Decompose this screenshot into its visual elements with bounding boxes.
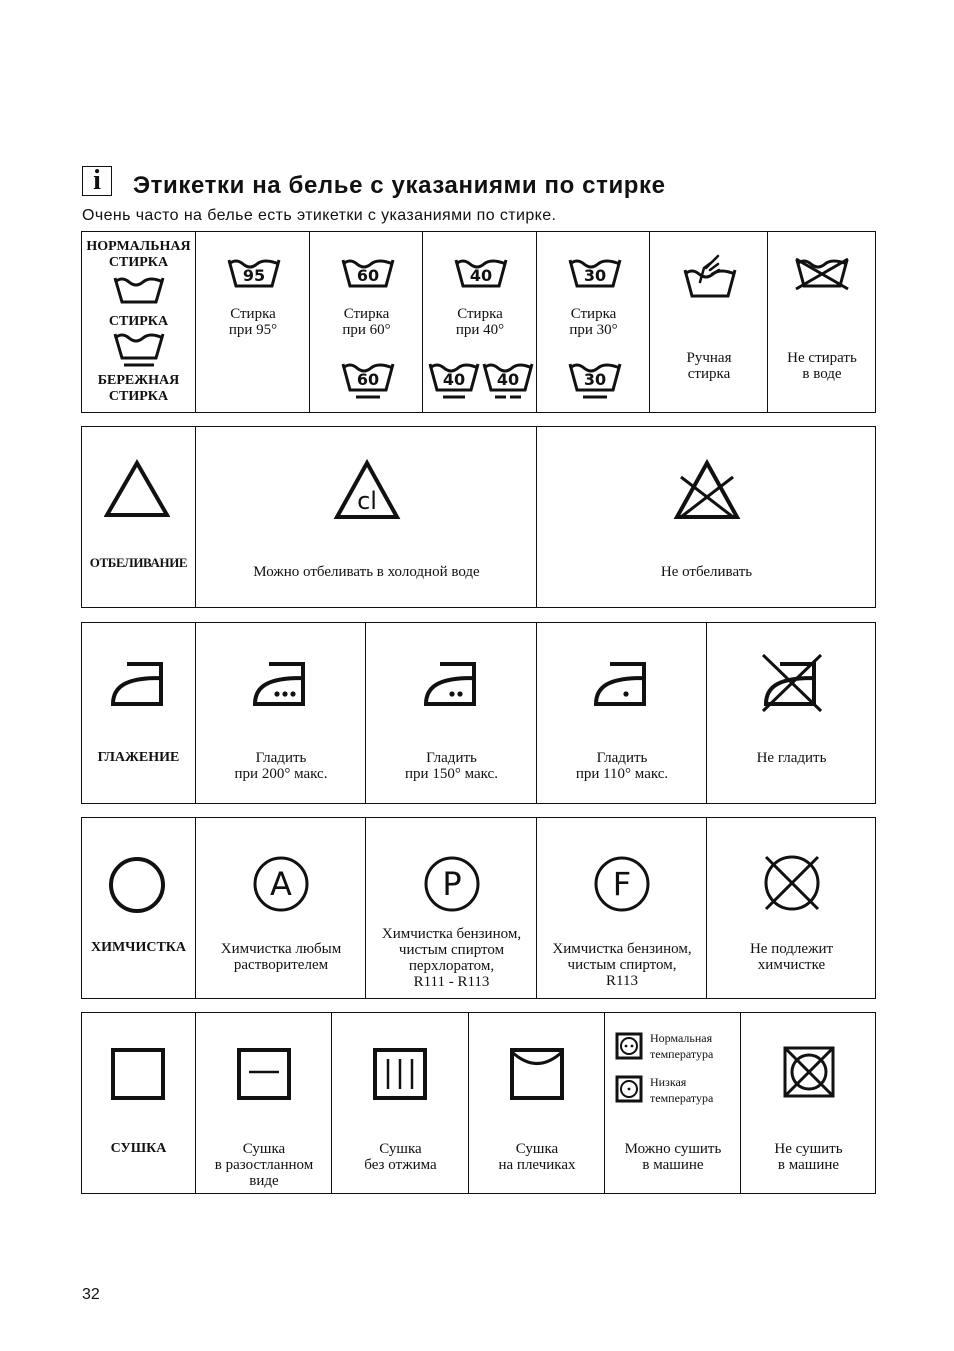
iron-icon (109, 658, 169, 708)
hand-wash-cell (649, 232, 768, 412)
ironing-label: ГЛАЖЕНИЕ (97, 750, 180, 765)
hand-wash-caption: Ручная стирка (686, 350, 732, 382)
temp-40-very-gentle-label: 40 (496, 370, 520, 389)
bleaching-label-cell (82, 427, 195, 607)
letter-a: A (270, 865, 292, 903)
drycleaning-label-cell (82, 818, 195, 998)
iron-200-caption: Гладить при 200° макс. (234, 750, 328, 782)
iron-two-dots-icon (422, 658, 482, 708)
page-title: Этикетки на белье с указаниями по стирке (133, 172, 666, 199)
washtub-40-very-gentle-icon (481, 360, 535, 400)
hang-dry-icon (509, 1047, 565, 1103)
no-bleach-caption: Не отбеливать (660, 564, 753, 580)
wash-60-caption: Стирка при 60° (342, 306, 391, 338)
no-dryclean-cell (706, 818, 876, 998)
no-wash-icon (792, 256, 852, 294)
wash-30-caption: Стирка при 30° (569, 306, 618, 338)
temp-95-label: 95 (242, 266, 266, 285)
tumble-dry-low-icon (615, 1075, 643, 1103)
iron-150-cell (365, 623, 537, 803)
temp-60-gentle-label: 60 (356, 370, 380, 389)
dryclean-a-caption: Химчистка любым растворителем (220, 941, 342, 973)
wash-label: СТИРКА (108, 314, 169, 329)
no-iron-cell (706, 623, 876, 803)
no-dryclean-caption: Не подлежит химчистке (749, 941, 834, 973)
bleach-cold-cell (195, 427, 537, 607)
drycleaning-table (81, 817, 876, 999)
bleach-cl-icon (333, 459, 401, 521)
washtub-gentle-icon (112, 330, 166, 370)
washtub-icon (112, 274, 166, 310)
dryclean-f-cell (536, 818, 707, 998)
wash-60-cell (309, 232, 423, 412)
washtub-40-icon (453, 256, 509, 294)
iron-150-caption: Гладить при 150° макс. (405, 750, 498, 782)
dry-flat-icon (236, 1047, 292, 1103)
tumble-dry-normal-icon (615, 1032, 643, 1060)
hand-wash-icon (682, 252, 738, 302)
dryclean-a-cell (195, 818, 366, 998)
legend-low-temp: Низкая температура (650, 1075, 714, 1105)
legend-normal-temp: Нормальная температура (650, 1031, 714, 1061)
tumble-dry-cell (604, 1013, 741, 1193)
dryclean-p-icon (422, 854, 482, 914)
wash-30-cell (536, 232, 650, 412)
ironing-label-cell (82, 623, 195, 803)
no-wash-cell (767, 232, 876, 412)
page-number: 32 (82, 1286, 100, 1303)
wash-95-cell (195, 232, 310, 412)
normal-wash-label: НОРМАЛЬНАЯ СТИРКА (86, 239, 191, 270)
no-wash-caption: Не стирать в воде (787, 350, 857, 382)
dry-flat-cell (195, 1013, 332, 1193)
temp-40-gentle-label: 40 (442, 370, 466, 389)
washing-table (81, 231, 876, 413)
drycleaning-label: ХИМЧИСТКА (90, 940, 187, 955)
dryclean-p-caption: Химчистка бензином, чистым спиртом перхлоратом, R111 - R113 (381, 926, 522, 990)
intro-text: Очень часто на белье есть этикетки с указаниями по стирке. (82, 207, 557, 224)
temp-30-gentle-label: 30 (583, 370, 607, 389)
washing-label-cell (82, 232, 195, 412)
washtub-60-gentle-icon (340, 360, 396, 400)
hang-dry-cell (468, 1013, 605, 1193)
washtub-95-icon (226, 256, 282, 294)
no-tumble-dry-icon (781, 1044, 837, 1102)
bleach-cold-caption: Можно отбеливать в холодной воде (253, 564, 480, 580)
letter-p: P (442, 865, 462, 903)
gentle-wash-label: БЕРЕЖНАЯ СТИРКА (97, 373, 180, 404)
no-tumble-dry-caption: Не сушить в машине (774, 1141, 843, 1173)
circle-icon (108, 856, 166, 914)
square-icon (110, 1047, 166, 1103)
ironing-table (81, 622, 876, 804)
no-bleach-cell (536, 427, 876, 607)
tumble-dry-caption: Можно сушить в машине (624, 1141, 722, 1173)
temp-30-label: 30 (583, 266, 607, 285)
drip-dry-icon (372, 1047, 428, 1103)
drip-dry-caption: Сушка без отжима (364, 1141, 437, 1173)
bleaching-label: ОТБЕЛИВАНИЕ (89, 555, 188, 570)
wash-40-cell (422, 232, 537, 412)
drying-table (81, 1012, 876, 1194)
iron-110-cell (536, 623, 707, 803)
temp-40-label: 40 (469, 266, 493, 285)
cl-mark: cl (357, 487, 377, 515)
no-iron-icon (759, 651, 825, 715)
dryclean-f-caption: Химчистка бензином, чистым спиртом, R113 (552, 941, 692, 989)
washtub-30-icon (567, 256, 623, 294)
bleaching-table (81, 426, 876, 608)
iron-110-caption: Гладить при 110° макс. (575, 750, 669, 782)
drying-label-cell (82, 1013, 195, 1193)
temp-60-label: 60 (356, 266, 380, 285)
dryclean-f-icon (592, 854, 652, 914)
iron-200-cell (195, 623, 366, 803)
no-iron-caption: Не гладить (756, 750, 827, 766)
dry-flat-caption: Сушка в разостланном виде (214, 1141, 314, 1189)
no-dryclean-icon (761, 852, 823, 914)
iron-three-dots-icon (251, 658, 311, 708)
dryclean-a-icon (251, 854, 311, 914)
drying-label: СУШКА (110, 1141, 167, 1156)
wash-95-caption: Стирка при 95° (228, 306, 278, 338)
hang-dry-caption: Сушка на плечиках (498, 1141, 576, 1173)
drip-dry-cell (331, 1013, 469, 1193)
no-tumble-dry-cell (740, 1013, 876, 1193)
triangle-icon (104, 459, 170, 519)
no-bleach-icon (673, 459, 741, 521)
dryclean-p-cell (365, 818, 537, 998)
washtub-60-icon (340, 256, 396, 294)
washtub-30-gentle-icon (567, 360, 623, 400)
washtub-40-gentle-icon (427, 360, 481, 400)
iron-one-dot-icon (592, 658, 652, 708)
wash-40-caption: Стирка при 40° (455, 306, 505, 338)
letter-f: F (612, 865, 632, 903)
info-icon: i (82, 166, 112, 196)
